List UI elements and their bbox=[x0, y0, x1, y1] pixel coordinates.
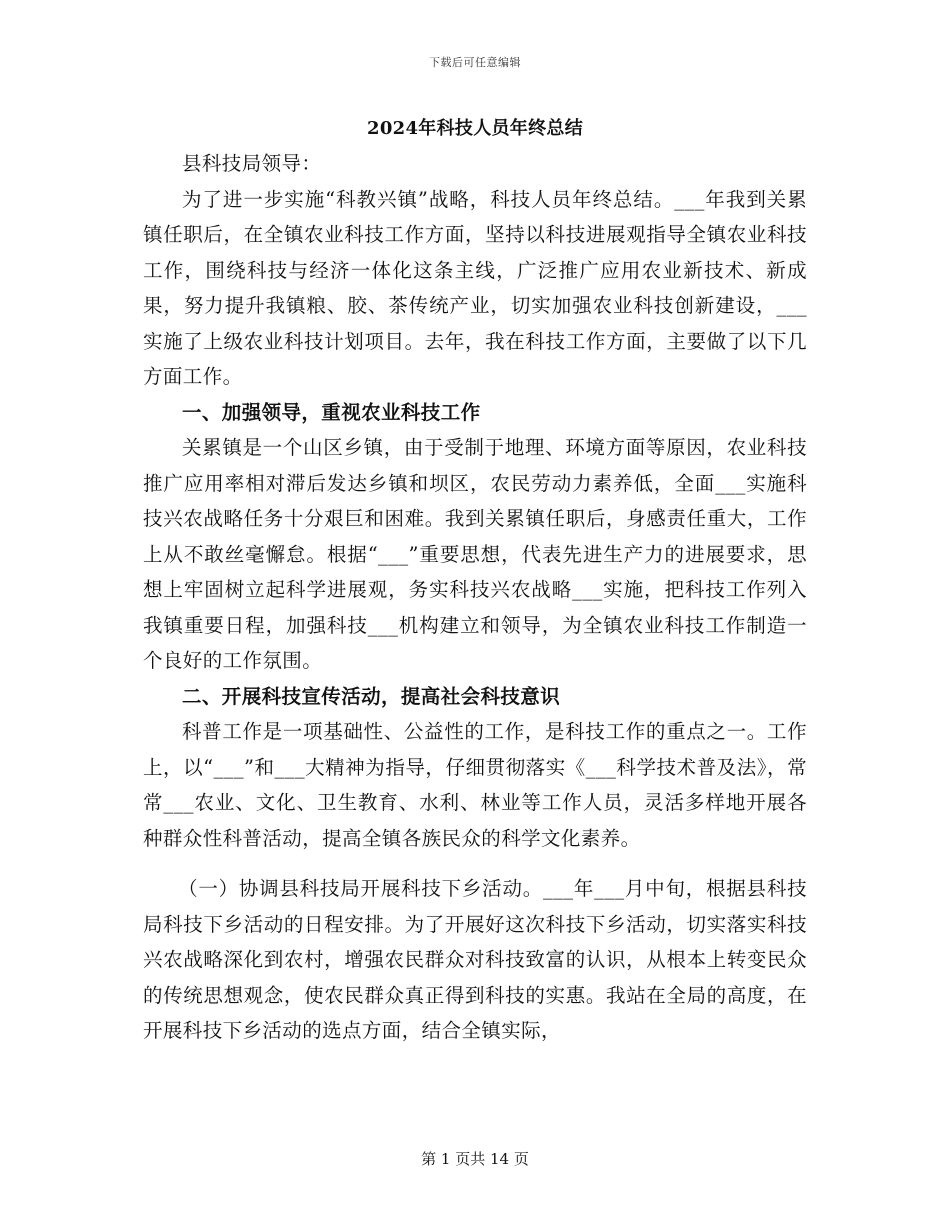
paragraph-gap bbox=[143, 856, 807, 871]
page-indicator: 第 1 页共 14 页 bbox=[421, 1150, 529, 1168]
header-note: 下载后可任意编辑 bbox=[429, 56, 521, 69]
subsection-1-paragraph: （一）协调县科技局开展科技下乡活动。___年___月中旬，根据县科技局科技下乡活动的日程安排。为了开展好这次科技下乡活动，切实落实科技兴农战略深化到农村，增强农民群众对科技致富的认识，从根本上转变民众的传统思想观念，使农民群众真正得到科技的实惠。我站在全局的高度，在开展科技下乡活动的选点方面，结合全镇实际， bbox=[143, 877, 807, 1042]
section-2-heading: 二、开展科技宣传活动，提高社会科技意识 bbox=[182, 684, 561, 708]
section-1-heading: 一、加强领导，重视农业科技工作 bbox=[182, 400, 481, 424]
section-1-paragraph: 关累镇是一个山区乡镇，由于受制于地理、环境方面等原因，农业科技推广应用率相对滞后发达乡镇和坝区，农民劳动力素养低，全面___实施科技兴农战略任务十分艰巨和困难。我到关累镇任职后，身感责任重大，工作上从不敢丝毫懈怠。根据“___”重要思想，代表先进生产力的进展要求，思想上牢固树立起科学进展观，务实科技兴农战略___实施，把科技工作列入我镇重要日程，加强科技___机构建立和领导，为全镇农业科技工作制造一个良好的工作氛围。 bbox=[143, 436, 807, 672]
document-title: 2024年科技人员年终总结 bbox=[367, 118, 583, 139]
section-2-paragraph: 科普工作是一项基础性、公益性的工作，是科技工作的重点之一。工作上，以“___”和___大精神为指导，仔细贯彻落实《___科学技术普及法》，常常___农业、文化、卫生教育、水利、林业等工作人员，灵活多样地开展各种群众性科普活动，提高全镇各族民众的科学文化素养。 bbox=[143, 720, 807, 850]
document-body bbox=[143, 112, 807, 1049]
salutation: 县科技局领导： bbox=[182, 152, 322, 175]
intro-paragraph: 为了进一步实施“科教兴镇”战略，科技人员年终总结。___年我到关累镇任职后，在全镇农业科技工作方面，坚持以科技进展观指导全镇农业科技工作，围绕科技与经济一体化这条主线，广泛推广应用农业新技术、新成果，努力提升我镇粮、胶、茶传统产业，切实加强农业科技创新建设，___实施了上级农业科技计划项目。去年，我在科技工作方面，主要做了以下几方面工作。 bbox=[143, 187, 807, 388]
